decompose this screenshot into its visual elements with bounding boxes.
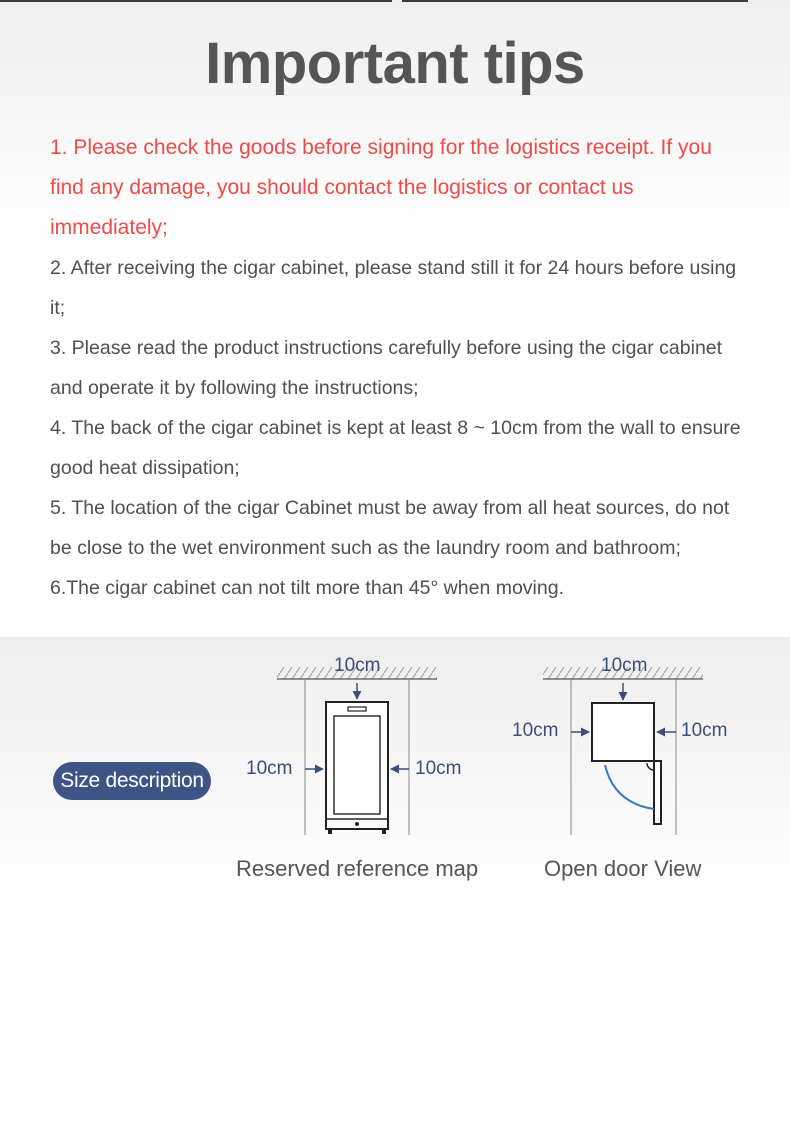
top-divider-left: [0, 0, 392, 2]
open-door-right-dimension: 10cm: [681, 720, 728, 741]
door-swing-arc: [605, 765, 654, 809]
open-door-top-dimension: 10cm: [601, 655, 648, 676]
tip-2: 2. After receiving the cigar cabinet, please stand still it for 24 hours before using it;: [50, 257, 737, 319]
tip-3: 3. Please read the product instructions carefully before using the cigar cabinet and operate it by following the instructions;: [50, 337, 723, 399]
tip-1: 1. Please check the goods before signing for the logistics receipt. If you find any damage, you should contact the logistics or contact us immediately;: [50, 136, 712, 239]
open-door-caption: Open door View: [544, 856, 702, 881]
reserved-top-dimension: 10cm: [334, 655, 381, 676]
open-door-diagram: [543, 667, 703, 835]
reserved-map-caption: Reserved reference map: [236, 856, 479, 881]
hinge-icon: [647, 763, 654, 770]
open-door-icon: [654, 761, 661, 824]
tips-list: [50, 128, 750, 608]
size-description-badge: Size description: [53, 762, 211, 800]
cabinet-top-icon: [592, 703, 654, 761]
open-door-left-dimension: 10cm: [512, 720, 559, 741]
tip-6: 6.The cigar cabinet can not tilt more than 45° when moving.: [50, 577, 564, 599]
top-divider-right: [402, 0, 748, 2]
reserved-left-dimension: 10cm: [246, 758, 293, 779]
reserved-map-diagram: [277, 667, 437, 835]
tip-4: 4. The back of the cigar cabinet is kept at least 8 ~ 10cm from the wall to ensure good heat dissipation;: [50, 417, 741, 479]
page-title: Important tips: [205, 31, 585, 96]
cabinet-front-icon: [326, 702, 388, 834]
reserved-right-dimension: 10cm: [415, 758, 462, 779]
tip-5: 5. The location of the cigar Cabinet must be away from all heat sources, do not be close to the wet environment such as the laundry room and bathroom;: [50, 497, 730, 559]
